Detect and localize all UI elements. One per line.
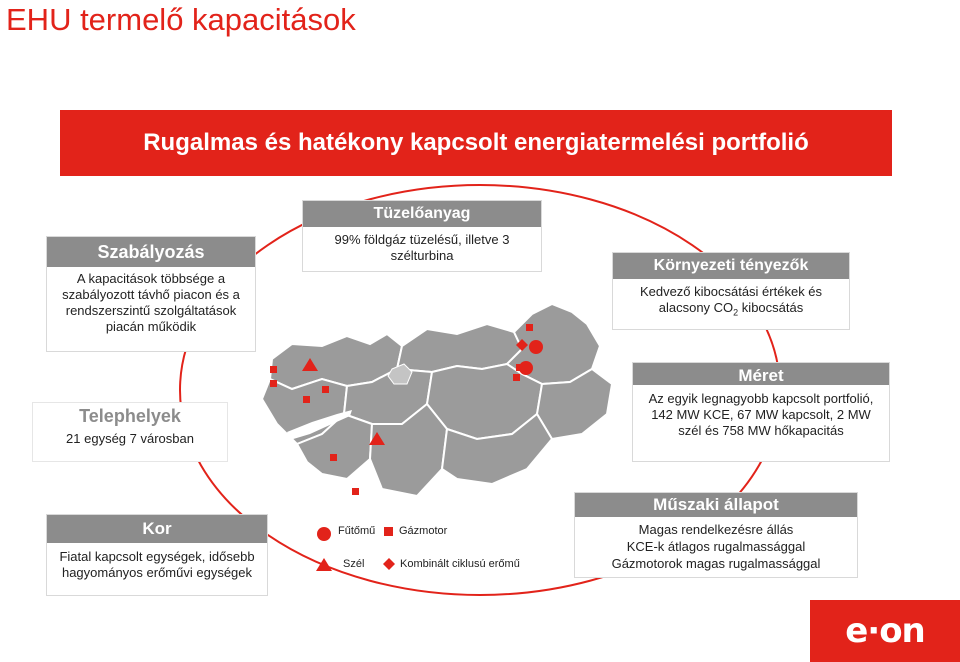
szabalyozas-text: A kapacitások többsége a szabályozott távhő piacon és a rendszerszintű szolgáltatások piacán működik: [62, 271, 240, 334]
gazmotor-marker: [526, 324, 533, 331]
gazmotor-marker: [303, 396, 310, 403]
kornyezeti-text-b: alacsony CO: [658, 300, 734, 315]
muszaki-box: [574, 492, 858, 578]
futomu-marker: [519, 361, 533, 375]
muszaki-title: Műszaki állapot: [575, 493, 857, 517]
gazmotor-legend-icon: [384, 527, 393, 536]
eon-logo: e·on: [810, 600, 960, 662]
meret-box: [632, 362, 890, 462]
kor-title: Kor: [47, 515, 267, 543]
gazmotor-marker: [330, 454, 337, 461]
meret-text: Az egyik legnagyobb kapcsolt portfolió, 142 MW KCE, 67 MW kapcsolt, 2 MW szél és 758 MW hőkapacitás: [648, 391, 874, 438]
gazmotor-marker: [322, 386, 329, 393]
futomu-marker: [529, 340, 543, 354]
meret-title: Méret: [633, 363, 889, 385]
kornyezeti-text-c: kibocsátás: [738, 300, 804, 315]
legend-gazmotor: Gázmotor: [399, 525, 448, 537]
futomu-legend-icon: [317, 527, 331, 541]
gazmotor-marker: [270, 380, 277, 387]
hungary-map: [252, 274, 624, 508]
legend: [310, 522, 540, 582]
szabalyozas-title: Szabályozás: [47, 237, 255, 267]
kornyezeti-text-a: Kedvező kibocsátási értékek és: [639, 284, 823, 299]
muszaki-line: KCE-k átlagos rugalmassággal: [626, 539, 806, 554]
kornyezeti-title: Környezeti tényezők: [613, 253, 849, 279]
szabalyozas-box: [46, 236, 256, 352]
tuzeloanyag-text: 99% földgáz tüzelésű, illetve 3 szélturbina: [334, 232, 510, 263]
kombinalt-legend-icon: [383, 558, 395, 570]
gazmotor-marker: [513, 374, 520, 381]
legend-futomu: Fűtőmű: [338, 525, 376, 537]
tuzeloanyag-title: Tüzelőanyag: [303, 201, 541, 227]
kornyezeti-text-sub: 2: [733, 307, 739, 318]
tuzeloanyag-box: [302, 200, 542, 272]
banner: Rugalmas és hatékony kapcsolt energiatermelési portfolió: [60, 110, 892, 176]
kor-text: Fiatal kapcsolt egységek, idősebb hagyományos erőművi egységek: [59, 549, 255, 580]
telephelyek-title: Telephelyek: [79, 406, 181, 426]
muszaki-line: Magas rendelkezésre állás: [638, 522, 794, 537]
telephelyek-text: 21 egység 7 városban: [66, 431, 194, 446]
legend-kombinalt: Kombinált ciklusú erőmű: [400, 558, 520, 570]
kornyezeti-text: [613, 279, 849, 325]
kor-box: [46, 514, 268, 596]
telephelyek-box: [32, 402, 228, 462]
muszaki-lines: [575, 517, 857, 576]
muszaki-line: Gázmotorok magas rugalmassággal: [611, 556, 821, 571]
gazmotor-marker: [352, 488, 359, 495]
page-title: EHU termelő kapacitások: [6, 2, 356, 37]
szel-legend-icon: [316, 558, 332, 571]
gazmotor-marker: [270, 366, 277, 373]
legend-szel: Szél: [343, 558, 365, 570]
kornyezeti-box: [612, 252, 850, 330]
